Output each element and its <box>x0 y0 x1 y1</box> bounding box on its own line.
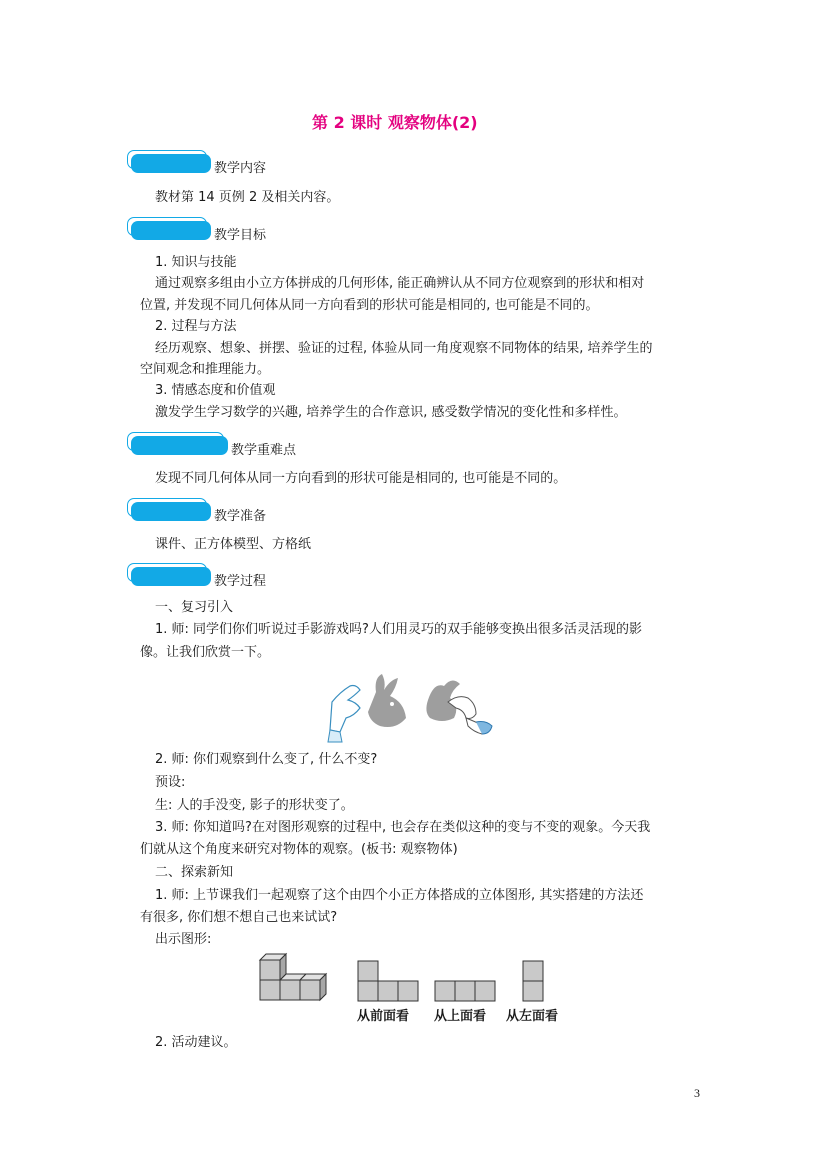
process-text: 2. 师: 你们观察到什么变了, 什么不变? <box>155 752 378 767</box>
goal-item-title: 3. 情感态度和价值观 <box>155 383 276 398</box>
view-caption-left: 从左面看 <box>506 1009 559 1024</box>
left-view <box>523 961 543 1001</box>
process-text: 生: 人的手没变, 影子的形状变了。 <box>155 798 354 813</box>
goal-item-title: 2. 过程与方法 <box>155 319 237 334</box>
goal-text: 经历观察、想象、拼摆、验证的过程, 体验从同一角度观察不同物体的结果, 培养学生的 <box>155 341 653 356</box>
content-text: 教材第 14 页例 2 及相关内容。 <box>155 190 340 205</box>
top-view <box>435 981 495 1001</box>
process-text: 像。让我们欣赏一下。 <box>140 645 271 660</box>
page-number: 3 <box>694 1086 700 1100</box>
goal-item-title: 1. 知识与技能 <box>155 255 237 270</box>
page-title: 第 2 课时 观察物体(2) <box>312 113 478 132</box>
process-text: 出示图形: <box>155 932 212 947</box>
section-heading-goals: 教学目标 <box>214 228 267 243</box>
view-caption-top: 从上面看 <box>434 1009 487 1024</box>
process-text: 有很多, 你们想不想自己也来试试? <box>140 910 338 925</box>
process-text: 1. 师: 同学们你们听说过手影游戏吗?人们用灵巧的双手能够变换出很多活灵活现的影 <box>155 622 642 637</box>
process-part-heading: 二、探索新知 <box>155 865 234 880</box>
process-text: 们就从这个角度来研究对物体的观察。(板书: 观察物体) <box>140 842 458 857</box>
process-part-heading: 一、复习引入 <box>155 600 234 615</box>
section-heading-content: 教学内容 <box>214 161 267 176</box>
section-bar <box>131 221 211 240</box>
goal-text: 激发学生学习数学的兴趣, 培养学生的合作意识, 感受数学情况的变化性和多样性。 <box>155 405 627 420</box>
section-bar <box>131 502 211 521</box>
cube-views-figure <box>258 952 578 1004</box>
section-bar <box>131 436 228 455</box>
prep-text: 课件、正方体模型、方格纸 <box>155 537 312 552</box>
section-heading-process: 教学过程 <box>214 574 267 589</box>
view-caption-front: 从前面看 <box>357 1009 410 1024</box>
cube-3d-figure <box>260 954 326 1000</box>
process-text: 3. 师: 你知道吗?在对图形观察的过程中, 也会存在类似这种的变与不变的观象。今天我 <box>155 820 651 835</box>
goal-text: 空间观念和推理能力。 <box>140 362 271 377</box>
section-bar <box>131 567 211 586</box>
front-view <box>358 961 418 1001</box>
hand-shadow-illustration <box>326 672 496 744</box>
section-heading-keypoints: 教学重难点 <box>231 443 297 458</box>
section-heading-prep: 教学准备 <box>214 509 267 524</box>
goal-text: 通过观察多组由小立方体拼成的几何形体, 能正确辨认从不同方位观察到的形状和相对 <box>155 276 645 291</box>
process-text: 1. 师: 上节课我们一起观察了这个由四个小正方体搭成的立体图形, 其实搭建的方法还 <box>155 888 644 903</box>
section-bar <box>131 154 211 173</box>
process-text: 预设: <box>155 775 186 790</box>
keypoints-text: 发现不同几何体从同一方向看到的形状可能是相同的, 也可能是不同的。 <box>155 471 567 486</box>
process-text: 2. 活动建议。 <box>155 1035 237 1050</box>
goal-text: 位置, 并发现不同几何体从同一方向看到的形状可能是相同的, 也可能是不同的。 <box>140 298 599 313</box>
